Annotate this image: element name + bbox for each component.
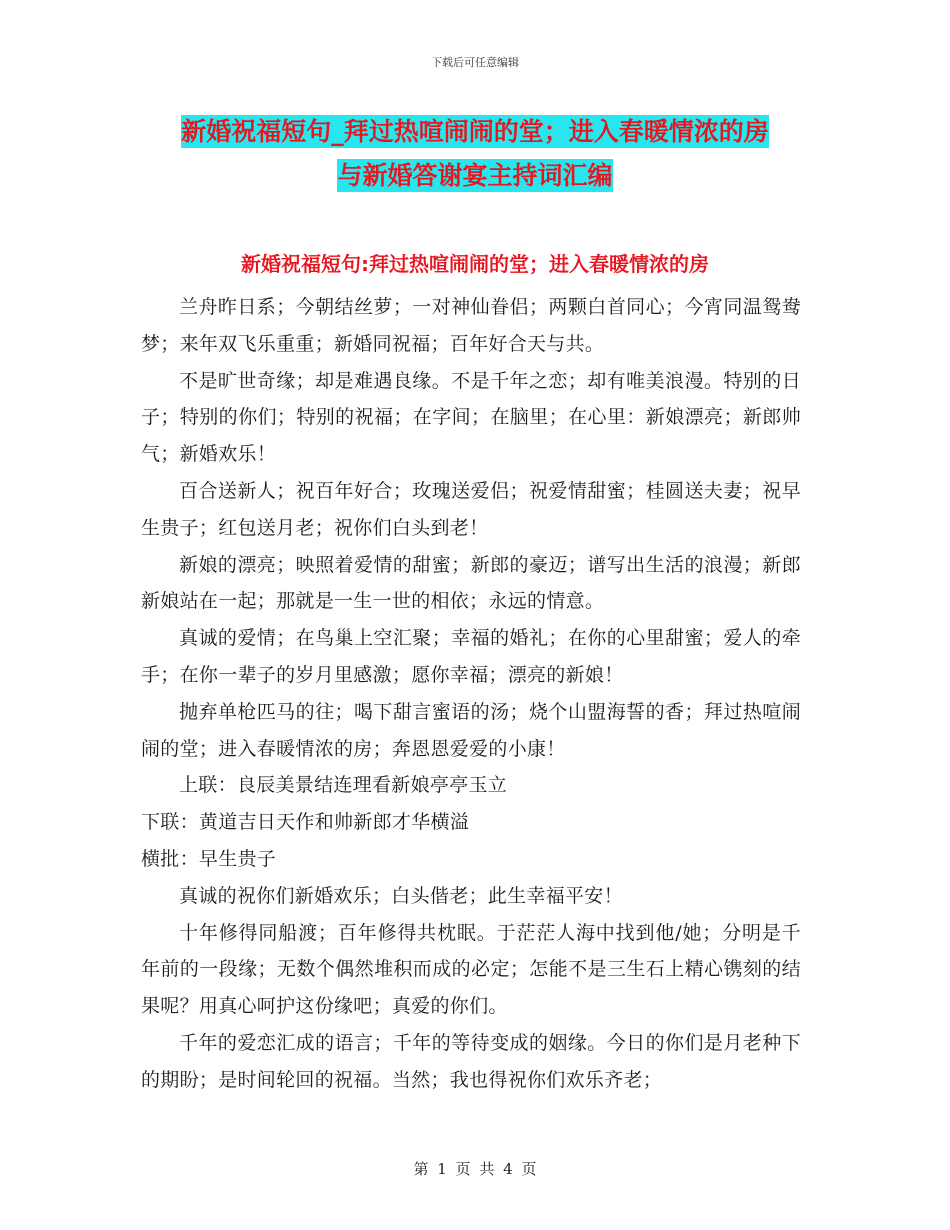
paragraph: 兰舟昨日系；今朝结丝萝；一对神仙眷侣；两颗白首同心；今宵同温鸳鸯梦；来年双飞乐重重；新婚同祝福；百年好合天与共。 [141, 296, 801, 355]
paragraph: 真诚的祝你们新婚欢乐；白头偕老；此生幸福平安！ [179, 884, 623, 907]
couplet-lower: 下联：黄道吉日天作和帅新郎才华横溢 [141, 811, 470, 834]
header-note: 下载后可任意编辑 [431, 56, 519, 69]
title-line-2 [0, 154, 950, 198]
paragraph: 不是旷世奇缘；却是难遇良缘。不是千年之恋；却有唯美浪漫。特别的日子；特别的你们；特别的祝福；在字间；在脑里；在心里：新娘漂亮；新郎帅气；新婚欢乐！ [141, 369, 801, 466]
paragraph: 真诚的爱情；在鸟巢上空汇聚；幸福的婚礼；在你的心里甜蜜；爱人的牵手；在你一辈子的岁月里感激；愿你幸福；漂亮的新娘！ [141, 627, 801, 686]
couplet-horizontal: 横批：早生贵子 [141, 847, 277, 870]
title-line-2-text: 与新婚答谢宴主持词汇编 [337, 161, 613, 190]
document-title [0, 110, 950, 198]
paragraph: 抛弃单枪匹马的往；喝下甜言蜜语的汤；烧个山盟海誓的香；拜过热喧闹闹的堂；进入春暖情浓的房；奔恩恩爱爱的小康！ [141, 700, 801, 760]
title-line-1 [0, 110, 950, 154]
couplet-upper: 上联：良辰美景结连理看新娘亭亭玉立 [179, 774, 508, 797]
paragraph: 十年修得同船渡；百年修得共枕眠。于茫茫人海中找到他/她；分明是千年前的一段缘；无数个偶然堆积而成的必定；怎能不是三生石上精心镌刻的结果呢？用真心呵护这份缘吧；真爱的你们。 [141, 921, 801, 1018]
paragraph: 新娘的漂亮；映照着爱情的甜蜜；新郎的豪迈；谱写出生活的浪漫；新郎新娘站在一起；那就是一生一世的相依；永远的情意。 [141, 553, 801, 613]
title-line-1-text: 新婚祝福短句_拜过热喧闹闹的堂；进入春暖情浓的房 [181, 117, 769, 146]
paragraph: 千年的爱恋汇成的语言；千年的等待变成的姻缘。今日的你们是月老种下的期盼；是时间轮回的祝福。当然；我也得祝你们欢乐齐老； [141, 1031, 801, 1091]
paragraph: 百合送新人；祝百年好合；玫瑰送爱侣；祝爱情甜蜜；桂圆送夫妻；祝早生贵子；红包送月老；祝你们白头到老！ [141, 479, 801, 539]
page-footer: 第 1 页 共 4 页 [413, 1160, 537, 1178]
body-text [141, 289, 801, 1099]
section-heading: 新婚祝福短句:拜过热喧闹闹的堂；进入春暖情浓的房 [241, 252, 709, 276]
